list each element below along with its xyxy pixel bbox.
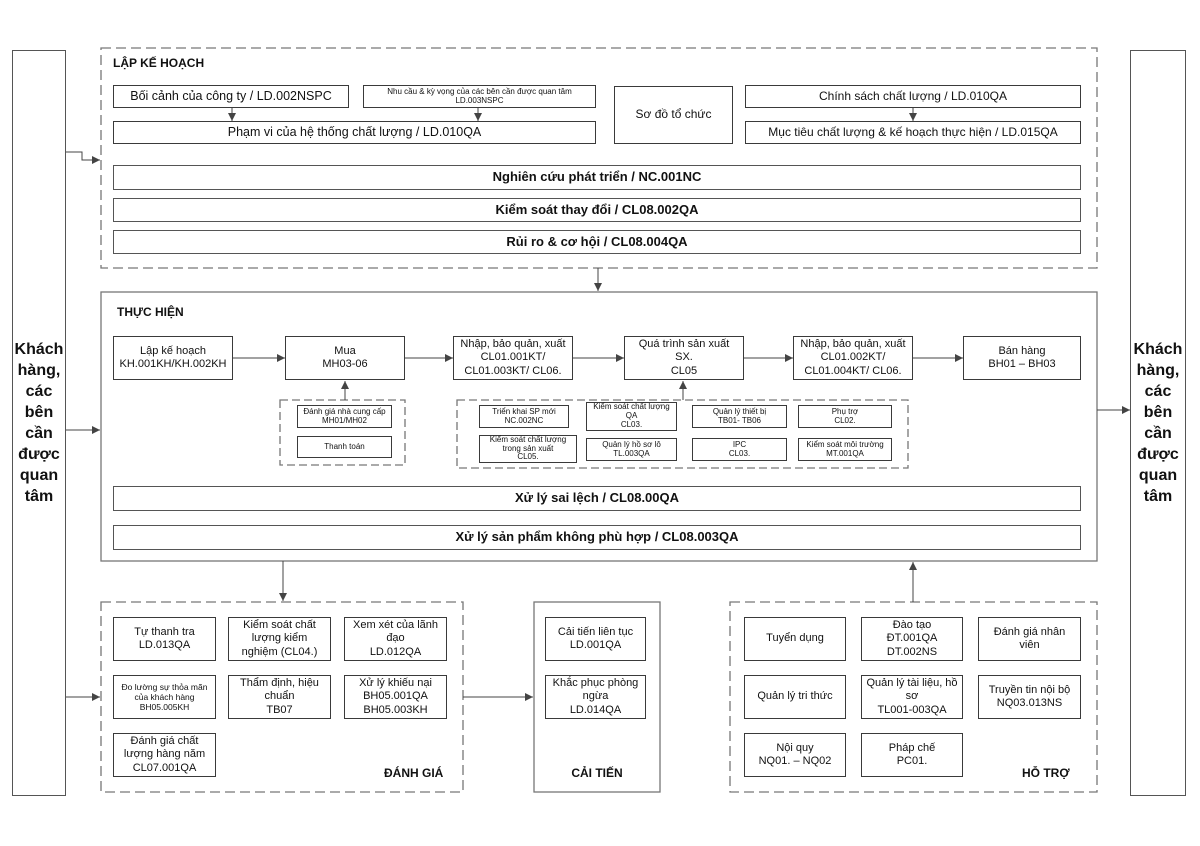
improvement-item-label: Cải tiến liên tục — [557, 625, 634, 638]
self-inspection-box — [113, 617, 216, 661]
evaluation-item-label: của khách hàng — [134, 691, 195, 702]
equipment-code: TB01- TB06 — [718, 415, 761, 425]
context-label: Bối cảnh của công ty / LD.002NSPC — [130, 89, 332, 104]
flow-step-code: KH.001KH/KH.002KH — [119, 358, 227, 370]
equipment-label: Quản lý thiết bị — [712, 406, 767, 416]
evaluation-item-label: đạo — [386, 632, 405, 645]
evaluation-item-label: Thẩm định, hiệu — [240, 677, 319, 690]
utilities-label: Phụ trợ — [831, 406, 859, 416]
stakeholders-right — [1130, 50, 1186, 796]
in-process-qc-label: trong sản xuất — [502, 443, 554, 453]
flow-step-title: Lập kế hoạch — [139, 344, 207, 357]
stakeholders-left — [12, 50, 66, 796]
management-review-box — [344, 617, 447, 661]
evaluation-item-code: TB07 — [266, 703, 293, 716]
improvement-item-code: LD.001QA — [569, 639, 622, 651]
research-label: Nghiên cứu phát triển / NC.001NC — [492, 169, 702, 185]
support-item-label: Đánh giá nhân — [993, 625, 1066, 638]
support-item-label: Đào tạo — [892, 619, 932, 632]
new-product-label: Triển khai SP mới — [492, 406, 556, 416]
evaluation-item-label: Đo lường sự thỏa mãn — [121, 681, 208, 692]
evaluation-item-label: lượng kiểm — [251, 632, 308, 645]
flow-step-planning — [113, 336, 233, 380]
flow-step-receiving-1 — [453, 336, 573, 380]
flow-step-title: Bán hàng — [998, 344, 1046, 357]
nonconforming-label: Xử lý sản phẩm không phù hợp / CL08.003QA — [455, 529, 739, 545]
context-box — [113, 85, 349, 108]
in-process-qc-label: Kiểm soát chất lượng — [489, 434, 567, 444]
qa-control-box — [586, 402, 677, 431]
org-chart-box — [614, 86, 733, 144]
in-process-qc-box — [479, 435, 577, 463]
evaluation-item-code: BH05.001QA — [363, 690, 428, 703]
utilities-code: CL02. — [834, 415, 856, 425]
environment-label: Kiểm soát môi trường — [806, 439, 884, 449]
support-item-code: NQ01. – NQ02 — [758, 755, 832, 767]
batch-record-label: Quản lý hồ sơ lô — [602, 439, 661, 449]
support-item-code: DT.002NS — [886, 645, 938, 658]
payment-label: Thanh toán — [324, 441, 365, 451]
flow-step-code: CL01.001KT/ — [480, 351, 546, 364]
deviation-bar — [113, 486, 1081, 511]
improvement-title: CẢI TIẾN — [571, 766, 623, 780]
flow-step-code: MH03-06 — [322, 358, 368, 370]
needs-code: LD.003NSPC — [455, 95, 504, 105]
evaluation-item-label: lượng hàng năm — [123, 748, 206, 761]
risk-bar — [113, 230, 1081, 254]
nonconforming-bar — [113, 525, 1081, 550]
qa-control-label: Kiểm soát chất lượng — [593, 402, 670, 412]
scope-label: Phạm vi của hệ thống chất lượng / LD.010QA — [227, 125, 482, 140]
flow-step-title: Nhập, bảo quản, xuất — [460, 338, 566, 351]
staff-evaluation-box — [978, 617, 1081, 661]
annual-quality-review-box — [113, 733, 216, 777]
stakeholders-right-label: Khách hàng, các bên cần được quan tâm — [1133, 341, 1183, 505]
support-item-label: Pháp chế — [888, 741, 936, 754]
flow-step-code: SX. — [675, 351, 693, 364]
flow-step-code: BH01 – BH03 — [988, 358, 1056, 370]
utilities-box — [798, 405, 892, 428]
policy-box — [745, 85, 1081, 108]
equipment-box — [692, 405, 787, 428]
research-bar — [113, 165, 1081, 190]
ipc-box — [692, 438, 787, 461]
needs-label: Nhu cầu & kỳ vọng của các bên cần được quan tâm — [387, 86, 572, 96]
support-item-code: ĐT.001QA — [886, 632, 938, 645]
qa-control-code: CL03. — [620, 419, 643, 429]
support-item-label: Quản lý tri thức — [757, 690, 833, 703]
support-title: HỖ TRỢ — [1022, 766, 1070, 780]
evaluation-item-label: Xem xét của lãnh — [353, 619, 438, 632]
supplier-evaluation-code: MH01/MH02 — [322, 415, 367, 425]
evaluation-item-label: Đánh giá chất — [130, 735, 199, 748]
improvement-item-code: LD.014QA — [569, 703, 622, 716]
support-item-label: Tuyển dụng — [766, 632, 824, 645]
ipc-code: CL03. — [728, 448, 751, 458]
continuous-improvement-box — [545, 617, 646, 661]
knowledge-management-box — [744, 675, 846, 719]
needs-box — [363, 85, 596, 108]
flow-step-title: Quá trình sản xuất — [638, 338, 730, 351]
objectives-box — [745, 121, 1081, 144]
new-product-box — [479, 405, 569, 428]
validation-calibration-box — [228, 675, 331, 719]
supplier-evaluation-label: Đánh giá nhà cung cấp — [303, 406, 386, 416]
internal-rules-box — [744, 733, 846, 777]
improvement-item-label: ngừa — [582, 690, 609, 703]
complaint-handling-box — [344, 675, 447, 719]
change-control-label: Kiểm soát thay đổi / CL08.002QA — [495, 201, 699, 217]
environment-code: MT.001QA — [826, 448, 864, 458]
evaluation-item-label: chuẩn — [264, 690, 295, 703]
flow-step-purchasing — [285, 336, 405, 380]
evaluation-item-code: nghiệm (CL04.) — [241, 645, 318, 658]
change-control-bar — [113, 198, 1081, 222]
policy-label: Chính sách chất lượng / LD.010QA — [818, 88, 1007, 103]
flow-step-code: CL01.004KT/ CL06. — [804, 364, 902, 377]
flow-step-code: CL01.003KT/ CL06. — [464, 364, 562, 377]
scope-box — [113, 121, 596, 144]
evaluation-item-label: Tự thanh tra — [134, 625, 195, 638]
planning-title: LẬP KẾ HOẠCH — [113, 56, 205, 70]
internal-communication-box — [978, 675, 1081, 719]
evaluation-item-code: LD.013QA — [138, 639, 191, 651]
flow-step-receiving-2 — [793, 336, 913, 380]
flow-step-code: CL05 — [670, 364, 698, 377]
supplier-evaluation-box — [297, 405, 392, 428]
org-chart-label: Sơ đồ tổ chức — [635, 107, 712, 122]
evaluation-item-label: Xử lý khiếu nại — [359, 677, 432, 690]
training-box — [861, 617, 963, 661]
evaluation-item-code: BH05.005KH — [139, 702, 190, 713]
support-item-label: sơ — [905, 690, 919, 703]
legal-box — [861, 733, 963, 777]
improvement-item-label: Khắc phục phòng — [552, 677, 639, 690]
evaluation-item-code: BH05.003KH — [363, 703, 428, 716]
capa-box — [545, 675, 646, 719]
recruitment-box — [744, 617, 846, 661]
risk-label: Rủi ro & cơ hội / CL08.004QA — [506, 233, 688, 249]
stakeholders-left-label: Khách hàng, các bên cần được quan tâm — [14, 341, 64, 505]
qa-control-label: QA — [625, 411, 638, 421]
evaluation-item-label: Kiểm soát chất — [243, 619, 316, 632]
support-item-label: Truyền tin nội bộ — [988, 683, 1071, 696]
environment-box — [798, 438, 892, 461]
evaluation-item-code: LD.012QA — [369, 645, 422, 658]
support-item-label: Quản lý tài liệu, hồ — [866, 677, 958, 690]
support-item-label: viên — [1019, 639, 1040, 651]
execution-title: THỰC HIỆN — [117, 305, 184, 319]
evaluation-item-code: CL07.001QA — [132, 761, 197, 774]
document-control-box — [861, 675, 963, 719]
flow-step-sales — [963, 336, 1081, 380]
deviation-label: Xử lý sai lệch / CL08.00QA — [514, 490, 680, 506]
support-item-code: NQ03.013NS — [996, 697, 1063, 709]
new-product-code: NC.002NC — [504, 415, 544, 425]
support-item-label: Nội quy — [776, 741, 814, 754]
in-process-qc-code: CL05. — [517, 452, 539, 462]
evaluation-title: ĐÁNH GIÁ — [384, 766, 444, 780]
flow-step-title: Nhập, bảo quản, xuất — [800, 338, 906, 351]
arrow-stakeholders-to-planning — [66, 152, 100, 160]
support-item-code: TL001-003QA — [877, 703, 947, 716]
payment-box — [297, 436, 392, 458]
lab-qc-box — [228, 617, 331, 661]
batch-record-box — [586, 438, 677, 461]
flow-step-title: Mua — [334, 344, 356, 357]
ipc-label: IPC — [732, 439, 747, 449]
support-item-code: PC01. — [896, 755, 928, 767]
flow-step-production — [624, 336, 744, 380]
batch-record-code: TL.003QA — [613, 448, 650, 458]
customer-satisfaction-box — [113, 675, 216, 719]
flow-step-code: CL01.002KT/ — [820, 351, 886, 364]
objectives-label: Mục tiêu chất lượng & kế hoạch thực hiện / LD.015QA — [768, 124, 1058, 139]
